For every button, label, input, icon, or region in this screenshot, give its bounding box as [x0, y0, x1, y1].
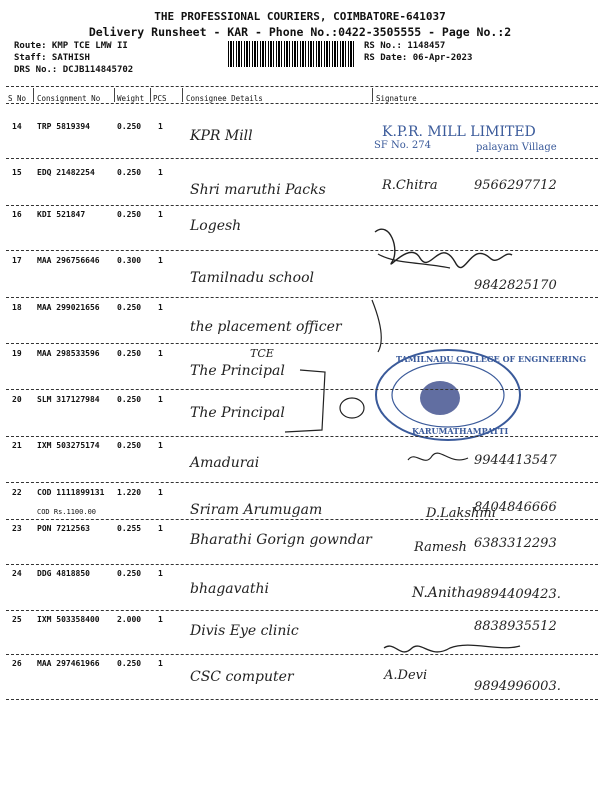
row-weight: 0.250	[117, 659, 142, 668]
row-weight: 2.000	[117, 615, 142, 624]
staff-label: Staff: SATHISH	[14, 53, 90, 63]
row-pcs: 1	[158, 615, 163, 624]
row-sno: 16	[12, 210, 22, 219]
row-separator	[6, 436, 598, 437]
row-pcs: 1	[158, 659, 163, 668]
row-consignee: Shri maruthi Packs	[190, 182, 326, 198]
signature-scribble	[408, 453, 468, 460]
signature-scribble	[372, 300, 381, 352]
row-pcs: 1	[158, 303, 163, 312]
row-separator	[6, 158, 598, 159]
row-consignee: Divis Eye clinic	[190, 623, 299, 639]
signature-name: R.Chitra	[382, 178, 438, 193]
row-consignment: MAA 297461966	[37, 659, 100, 668]
row-separator	[6, 699, 598, 700]
row-sno: 20	[12, 395, 22, 404]
cod-amount: COD Rs.1100.00	[37, 508, 97, 516]
row-signature-number: 8404846666	[474, 500, 557, 515]
row-signature-number: 9894409423.	[474, 587, 561, 602]
row-signature-number: 9944413547	[474, 453, 557, 468]
row-weight: 0.250	[117, 441, 142, 450]
row-separator	[6, 482, 598, 483]
college-stamp-emblem	[420, 381, 460, 415]
row-consignee: Amadurai	[190, 455, 260, 471]
signature-name: Ramesh	[414, 540, 467, 555]
row-weight: 0.250	[117, 349, 142, 358]
row-sno: 19	[12, 349, 22, 358]
row-weight: 1.220	[117, 488, 142, 497]
row-sno: 18	[12, 303, 22, 312]
row-weight: 0.250	[117, 122, 142, 131]
row-signature-number: 8838935512	[474, 619, 557, 634]
row-weight: 0.250	[117, 569, 142, 578]
row-separator	[6, 343, 598, 344]
signature-name: N.Anitha	[412, 585, 475, 601]
row-consignee: Bharathi Gorign gowndar	[190, 532, 372, 548]
col-weight: Weight	[117, 94, 145, 103]
row-pcs: 1	[158, 349, 163, 358]
row-weight: 0.250	[117, 210, 142, 219]
row-separator	[6, 297, 598, 298]
row-weight: 0.250	[117, 303, 142, 312]
row-consignment: IXM 503358400	[37, 615, 100, 624]
row-consignment: MAA 299021656	[37, 303, 100, 312]
row-sno: 14	[12, 122, 22, 131]
row-signature-number: 9842825170	[474, 278, 557, 293]
row-consignee: bhagavathi	[190, 581, 270, 597]
row-consignee: The Principal	[190, 363, 285, 379]
row-sno: 25	[12, 615, 22, 624]
drs-number: DRS No.: DCJB114845702	[14, 65, 134, 75]
signature-scribble	[375, 229, 512, 267]
row-weight: 0.250	[117, 168, 142, 177]
row-signature-number: 9566297712	[474, 178, 557, 193]
row-weight: 0.255	[117, 524, 142, 533]
row-pcs: 1	[158, 569, 163, 578]
row-consignment: PON 7212563	[37, 524, 90, 533]
row-consignment: KDI 521847	[37, 210, 86, 219]
col-pcs: PCS	[153, 94, 167, 103]
row-consignment: MAA 298533596	[37, 349, 100, 358]
row-separator	[6, 564, 598, 565]
row-signature-number: 9894996003.	[474, 679, 561, 694]
signature-scribble	[384, 645, 520, 652]
col-sno: S No	[8, 94, 27, 103]
col-consignee: Consignee Details	[186, 94, 263, 103]
row-separator	[6, 654, 598, 655]
row-consignee: The Principal	[190, 405, 285, 421]
row-pcs: 1	[158, 168, 163, 177]
route-label: Route: KMP TCE LMW II	[14, 41, 128, 51]
row-pcs: 1	[158, 395, 163, 404]
row-pcs: 1	[158, 524, 163, 533]
row-consignee: the placement officer	[190, 319, 342, 335]
row-sno: 24	[12, 569, 22, 578]
row-consignment: MAA 296756646	[37, 256, 100, 265]
row-consignee: Logesh	[190, 218, 242, 234]
row-separator	[6, 389, 598, 390]
row-consignment: IXM 503275174	[37, 441, 100, 450]
row-signature-number: 6383312293	[474, 536, 557, 551]
signature-name: A.Devi	[384, 668, 428, 683]
row-consignee: CSC computer	[190, 669, 294, 685]
row-consignee: Sriram Arumugam	[190, 502, 323, 518]
row-sno: 17	[12, 256, 22, 265]
row-pcs: 1	[158, 210, 163, 219]
row-pcs: 1	[158, 122, 163, 131]
college-stamp-place: KARUMATHAMPATTI	[412, 426, 509, 436]
row-pcs: 1	[158, 488, 163, 497]
row-pcs: 1	[158, 441, 163, 450]
company-name: THE PROFESSIONAL COURIERS, COIMBATORE-641037	[154, 10, 446, 23]
row-consignment: EDQ 21482254	[37, 168, 95, 177]
row-sno: 22	[12, 488, 22, 497]
signature-name: D.Lakshmi	[426, 506, 496, 521]
row-separator	[6, 610, 598, 611]
college-stamp-name: TAMILNADU COLLEGE OF ENGINEERING	[396, 354, 587, 364]
col-signature: Signature	[376, 94, 417, 103]
row-consignment: COD 1111899131	[37, 488, 105, 497]
bracket-mark	[285, 370, 325, 432]
kpr-stamp-village: palayam Village	[476, 142, 557, 153]
row-weight: 0.300	[117, 256, 142, 265]
row-sno: 23	[12, 524, 22, 533]
row-consignment: SLM 317127984	[37, 395, 100, 404]
row-separator	[6, 205, 598, 206]
row-pcs: 1	[158, 256, 163, 265]
row-sno: 26	[12, 659, 22, 668]
signature-scribble	[378, 254, 450, 268]
kpr-stamp-address: SF No. 274	[374, 140, 432, 151]
rs-number: RS No.: 1148457	[364, 41, 446, 51]
row-sno: 21	[12, 441, 22, 450]
kpr-stamp-box	[372, 120, 552, 158]
row-consignee: Tamilnadu school	[190, 270, 314, 286]
row-sno: 15	[12, 168, 22, 177]
rs-date: RS Date: 06-Apr-2023	[364, 53, 473, 63]
tce-annotation: TCE	[250, 347, 274, 360]
row-separator	[6, 519, 598, 520]
col-consignment: Consignment No	[37, 94, 101, 103]
row-separator	[6, 250, 598, 251]
circle-mark	[340, 398, 364, 418]
runsheet-subtitle: Delivery Runsheet - KAR - Phone No.:0422-3505555 - Page No.:2	[88, 25, 512, 39]
row-consignment: DDG 4818850	[37, 569, 90, 578]
row-consignment: TRP 5819394	[37, 122, 90, 131]
row-consignee: KPR Mill	[190, 128, 253, 144]
kpr-stamp-name: K.P.R. MILL LIMITED	[382, 124, 536, 140]
row-weight: 0.250	[117, 395, 142, 404]
